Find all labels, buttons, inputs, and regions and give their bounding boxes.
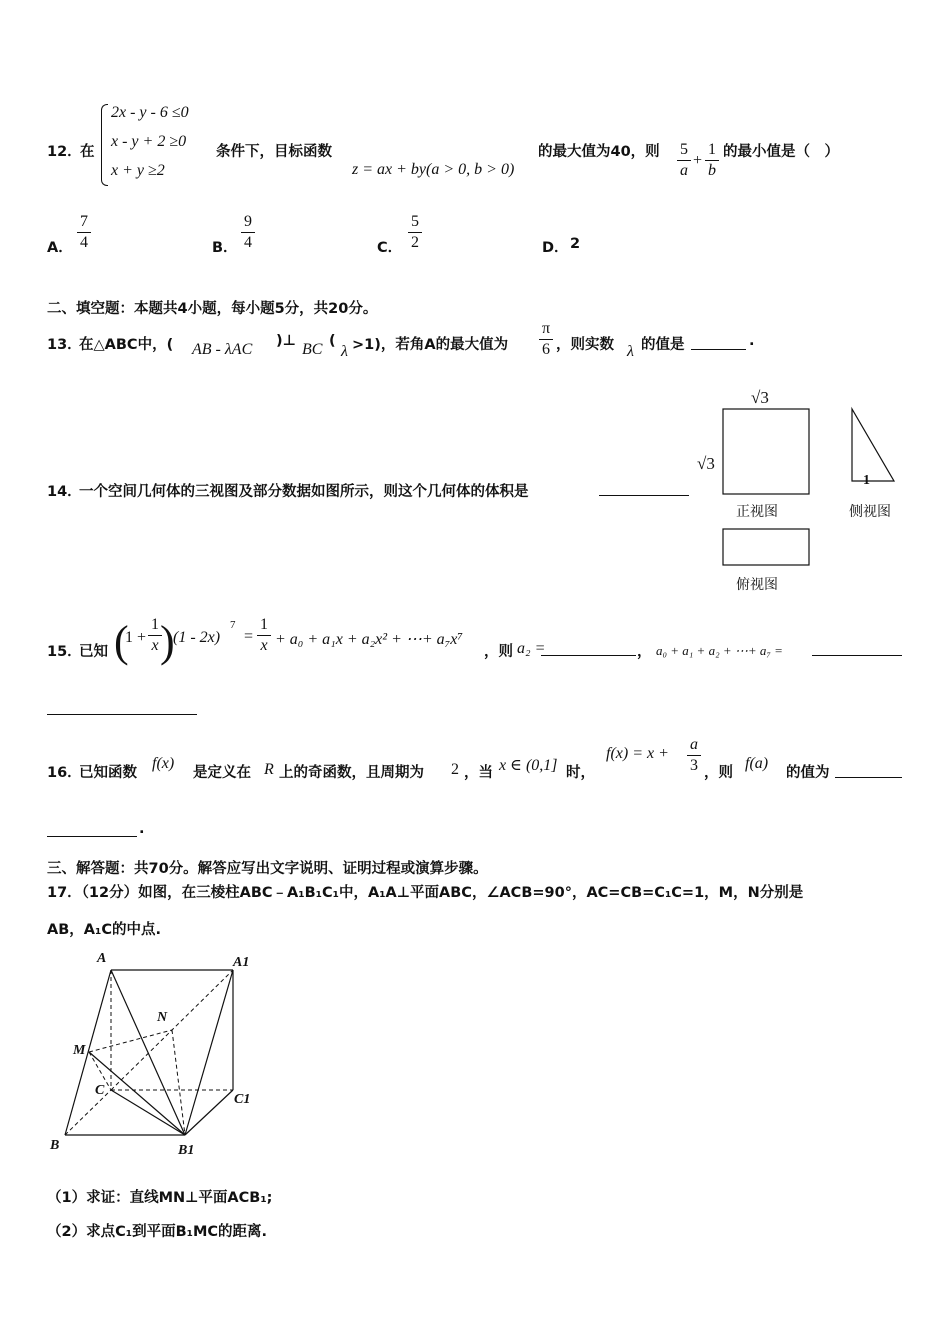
side-view-label: 侧视图 bbox=[849, 504, 891, 520]
q15-number: 15． bbox=[47, 644, 82, 660]
q16-fx: f(x) bbox=[152, 755, 175, 772]
q13-bc: BC bbox=[302, 341, 323, 358]
q14-text: 一个空间几何体的三视图及部分数据如图所示，则这个几何体的体积是 bbox=[79, 484, 529, 500]
edge-A1-B1 bbox=[185, 970, 233, 1135]
label-N: N bbox=[157, 1010, 168, 1025]
answer-blank-15b[interactable] bbox=[812, 654, 902, 656]
side-dimension: 1 bbox=[863, 473, 870, 488]
q16-p3: 上的奇函数，且周期为 bbox=[279, 765, 424, 781]
paren-left: ( bbox=[114, 617, 129, 666]
option-b-label: B． bbox=[212, 240, 238, 256]
q15-exp-7: 7 bbox=[230, 619, 236, 631]
plus-sign: + bbox=[693, 152, 703, 169]
option-a-label: A． bbox=[47, 240, 73, 256]
top-view-label: 俯视图 bbox=[736, 577, 778, 593]
q13-p3: ( bbox=[329, 333, 336, 349]
q16-p7: 的值为 bbox=[786, 765, 830, 781]
q16-p2: 是定义在 bbox=[193, 765, 251, 781]
q15-eq: = bbox=[244, 628, 254, 645]
fraction-1-over-x: 1 x bbox=[148, 616, 162, 655]
q13-end: . bbox=[749, 333, 755, 349]
objective-function: z = ax + by(a > 0, b > 0) bbox=[352, 161, 515, 178]
option-c-label: C． bbox=[377, 240, 403, 256]
edge-A-B bbox=[65, 970, 111, 1135]
q16-p4: ，当 bbox=[464, 765, 493, 781]
q16-number: 16． bbox=[47, 765, 82, 781]
left-dimension: √3 bbox=[697, 454, 715, 473]
q14-number: 14． bbox=[47, 484, 82, 500]
q12-zai: 在 bbox=[80, 144, 95, 160]
option-b-value: 9 4 bbox=[241, 213, 255, 252]
three-view-figure bbox=[690, 380, 920, 595]
label-A: A bbox=[97, 951, 107, 966]
edge-A-B1 bbox=[111, 970, 185, 1135]
q16-period: 2 bbox=[451, 761, 459, 778]
q13-lambda-2: λ bbox=[627, 343, 634, 360]
fraction-pi-over-6: π 6 bbox=[539, 320, 553, 359]
answer-blank-15a[interactable] bbox=[541, 654, 636, 656]
segment-M-N bbox=[89, 1030, 172, 1052]
q17-part1: （1）求证：直线MN⊥平面ACB₁; bbox=[47, 1190, 273, 1206]
option-d-value: 2 bbox=[570, 236, 581, 252]
q12-number: 12． bbox=[47, 144, 82, 160]
option-d-label: D． bbox=[542, 240, 569, 256]
q17-line2: AB，A₁C的中点. bbox=[47, 922, 161, 938]
q13-p4: >1)，若角A的最大值为 bbox=[352, 337, 509, 353]
option-c-value: 5 2 bbox=[408, 213, 422, 252]
q17-line1: 17．（12分）如图，在三棱柱ABC﹣A₁B₁C₁中，A₁A⊥平面ABC，∠ACB=90°，AC=CB=C₁C=1，M，N分别是 bbox=[47, 885, 804, 901]
q13-perp: )⊥ bbox=[276, 333, 296, 349]
q13-number: 13． bbox=[47, 337, 82, 353]
label-M: M bbox=[73, 1043, 86, 1058]
q15-p2: ，则 bbox=[484, 644, 513, 660]
label-C: C bbox=[95, 1083, 105, 1098]
q12-text3: 的最小值是（ ） bbox=[723, 144, 839, 160]
answer-blank-16a[interactable] bbox=[835, 776, 902, 778]
q13-lambda: λ bbox=[341, 343, 348, 360]
q13-vector-expr: AB - λAC bbox=[192, 341, 253, 358]
q16-fa: f(a) bbox=[745, 755, 769, 772]
top-view-rect bbox=[723, 529, 809, 565]
q16-fdef: f(x) = x + bbox=[606, 745, 669, 762]
q15-sum: a₀ + a₁ + a₂ + ⋯+ a₇ = bbox=[656, 643, 783, 658]
q17-part2: （2）求点C₁到平面B₁MC的距离. bbox=[47, 1224, 268, 1240]
label-C1: C1 bbox=[234, 1092, 251, 1107]
q16-R: R bbox=[264, 761, 274, 778]
fraction-1-over-b: 1 b bbox=[705, 141, 719, 180]
constraint-2: x - y + 2 ≥0 bbox=[111, 133, 187, 150]
label-B: B bbox=[50, 1138, 60, 1153]
q16-p5: 时， bbox=[566, 765, 595, 781]
answer-blank-14[interactable] bbox=[599, 494, 689, 496]
q15-comma: ， bbox=[637, 644, 652, 660]
constraint-1: 2x - y - 6 ≤0 bbox=[111, 104, 189, 121]
label-A1: A1 bbox=[233, 955, 250, 970]
top-dimension: √3 bbox=[751, 388, 769, 407]
section-3-heading: 三、解答题：共70分。解答应写出文字说明、证明过程或演算步骤。 bbox=[47, 861, 488, 877]
q12-condition: 条件下，目标函数 bbox=[216, 144, 332, 160]
q16-p1: 已知函数 bbox=[79, 765, 137, 781]
q12-text2: 的最大值为40，则 bbox=[538, 144, 660, 160]
edge-C1-B1 bbox=[185, 1090, 233, 1135]
front-view-label: 正视图 bbox=[736, 504, 778, 520]
option-a-value: 7 4 bbox=[77, 213, 91, 252]
answer-blank-13[interactable] bbox=[691, 348, 746, 350]
q15-p1: 已知 bbox=[79, 644, 108, 660]
system-brace bbox=[101, 104, 108, 186]
q15-lhs-a: 1 + bbox=[125, 629, 147, 646]
q15-lhs-b: (1 - 2x) bbox=[173, 629, 221, 646]
q15-rhs: + a₀ + a₁x + a₂x² + ⋯+ a₇x⁷ bbox=[275, 631, 463, 648]
label-B1: B1 bbox=[178, 1143, 195, 1158]
paren-right: ) bbox=[160, 617, 175, 666]
answer-blank-15c[interactable] bbox=[47, 713, 197, 715]
segment-C-B1 bbox=[111, 1090, 185, 1135]
q13-p6: 的值是 bbox=[641, 337, 685, 353]
side-view-triangle bbox=[852, 409, 894, 481]
answer-blank-16b[interactable] bbox=[47, 835, 137, 837]
q13-p5: ，则实数 bbox=[556, 337, 614, 353]
q16-p6: ，则 bbox=[704, 765, 733, 781]
fraction-a-over-3: a 3 bbox=[687, 736, 701, 775]
section-2-heading: 二、填空题：本题共4小题，每小题5分，共20分。 bbox=[47, 301, 378, 317]
front-view-square bbox=[723, 409, 809, 494]
q16-end: . bbox=[139, 821, 145, 837]
fraction-5-over-a: 5 a bbox=[677, 141, 691, 180]
q16-interval: x ∈ (0,1] bbox=[499, 757, 558, 774]
q15-a2: a₂ = bbox=[517, 640, 546, 657]
q13-p1: 在△ABC中，( bbox=[79, 337, 174, 353]
constraint-3: x + y ≥2 bbox=[111, 162, 165, 179]
fraction-1-over-x-rhs: 1 x bbox=[257, 616, 271, 655]
